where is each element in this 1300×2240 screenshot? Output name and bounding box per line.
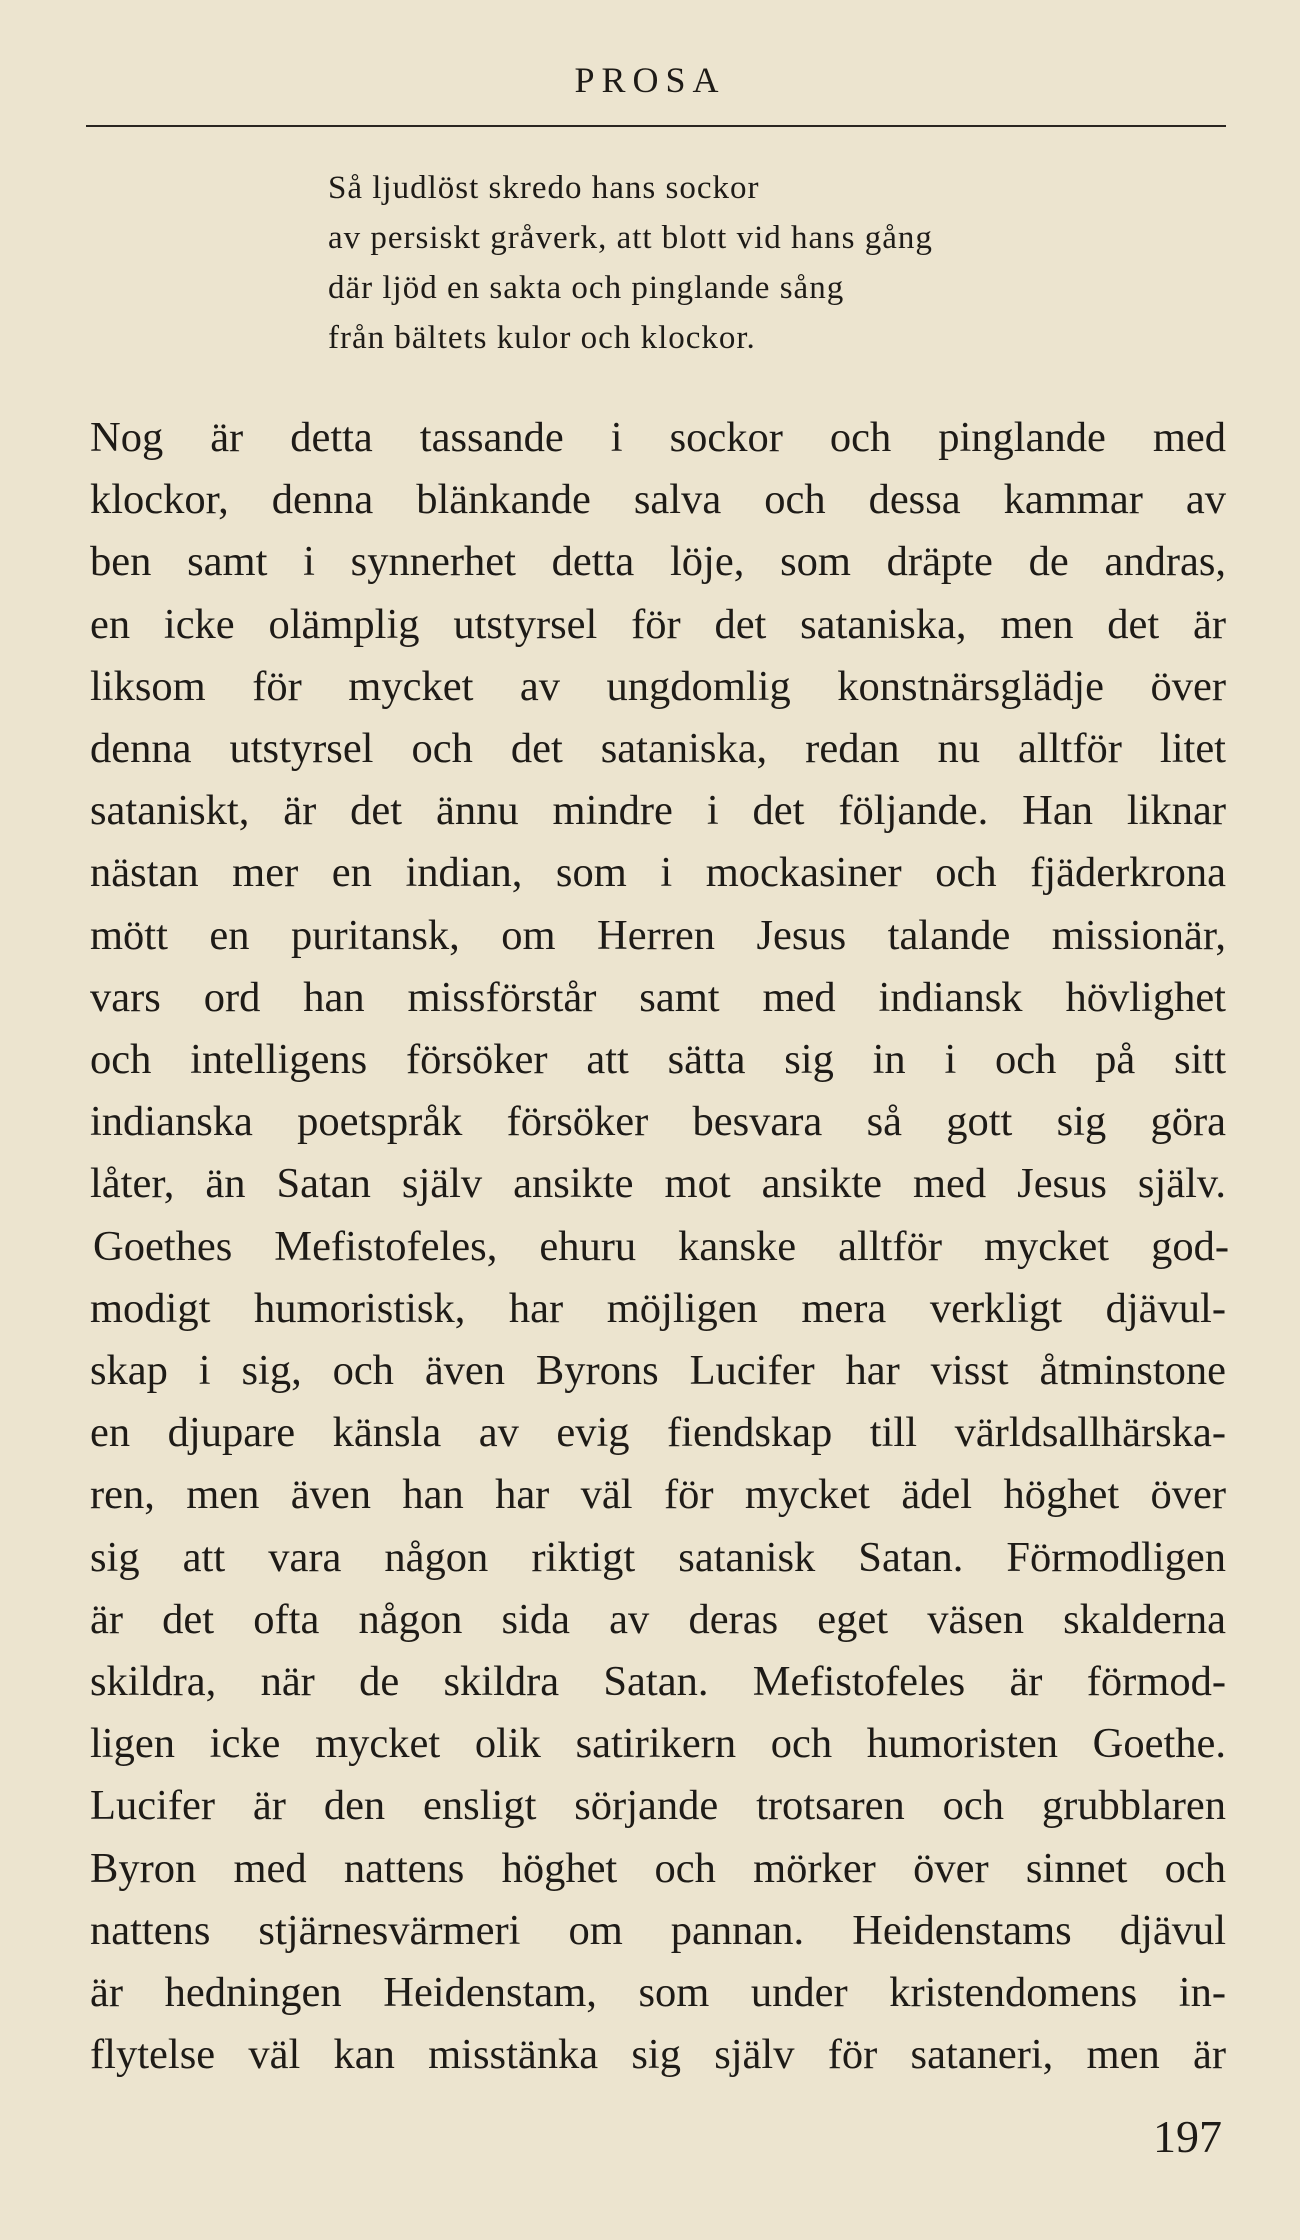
text-line: flytelse väl kan misstänka sig själv för sataneri, men är — [90, 2031, 1226, 2079]
text-line: skildra, när de skildra Satan. Mefistofeles är förmod- — [90, 1658, 1226, 1706]
text-line: en djupare känsla av evig fiendskap till världsallhärska- — [90, 1409, 1226, 1457]
text-line: är det ofta någon sida av deras eget väsen skalderna — [90, 1595, 1226, 1643]
verse-quotation — [328, 163, 1128, 363]
text-line: Lucifer är den ensligt sörjande trotsaren och grubblaren — [90, 1782, 1226, 1830]
text-line: ben samt i synnerhet detta löje, som dräpte de andras, — [90, 538, 1226, 586]
text-line: är hedningen Heidenstam, som under kristendomens in- — [90, 1969, 1226, 2017]
text-line: sataniskt, är det ännu mindre i det följande. Han liknar — [90, 787, 1226, 835]
text-line: Nog är detta tassande i sockor och pinglande med — [90, 414, 1226, 461]
text-line: Byron med nattens höghet och mörker över sinnet och — [90, 1844, 1226, 1892]
text-line: liksom för mycket av ungdomlig konstnärsglädje över — [90, 662, 1226, 710]
verse-line: från bältets kulor och klockor. — [328, 320, 756, 356]
text-line: låter, än Satan själv ansikte mot ansikte med Jesus själv. — [90, 1160, 1226, 1208]
text-line: Goethes Mefistofeles, ehuru kanske alltför mycket god- — [93, 1222, 1229, 1270]
text-line: denna utstyrsel och det sataniska, redan nu alltför litet — [90, 725, 1226, 773]
text-line: nästan mer en indian, som i mockasiner och fjäderkrona — [90, 849, 1226, 897]
text-line: en icke olämplig utstyrsel för det sataniska, men det är — [90, 600, 1226, 648]
verse-line: där ljöd en sakta och pinglande sång — [328, 270, 845, 306]
text-line: indianska poetspråk försöker besvara så gott sig göra — [90, 1098, 1226, 1146]
text-line: sig att vara någon riktigt satanisk Satan. Förmodligen — [90, 1533, 1226, 1581]
text-line: nattens stjärnesvärmeri om pannan. Heidenstams djävul — [90, 1906, 1226, 1954]
verse-line: av persiskt gråverk, att blott vid hans gång — [328, 220, 933, 256]
running-head: PROSA — [574, 60, 726, 100]
page-number: 197 — [1153, 2111, 1222, 2162]
text-line: skap i sig, och även Byrons Lucifer har visst åtminstone — [90, 1347, 1226, 1395]
text-line: ren, men även han har väl för mycket ädel höghet över — [90, 1471, 1226, 1519]
header-rule — [86, 125, 1226, 127]
text-line: ligen icke mycket olik satirikern och humoristen Goethe. — [90, 1720, 1226, 1768]
verse-line: Så ljudlöst skredo hans sockor — [328, 170, 760, 206]
prose-body — [90, 407, 1229, 2086]
text-line: klockor, denna blänkande salva och dessa kammar av — [90, 476, 1226, 524]
text-line: modigt humoristisk, har möjligen mera verkligt djävul- — [90, 1284, 1226, 1332]
text-line: mött en puritansk, om Herren Jesus talande missionär, — [90, 911, 1226, 959]
text-line: och intelligens försöker att sätta sig in i och på sitt — [90, 1036, 1226, 1084]
text-line: vars ord han missförstår samt med indiansk hövlighet — [90, 973, 1226, 1021]
